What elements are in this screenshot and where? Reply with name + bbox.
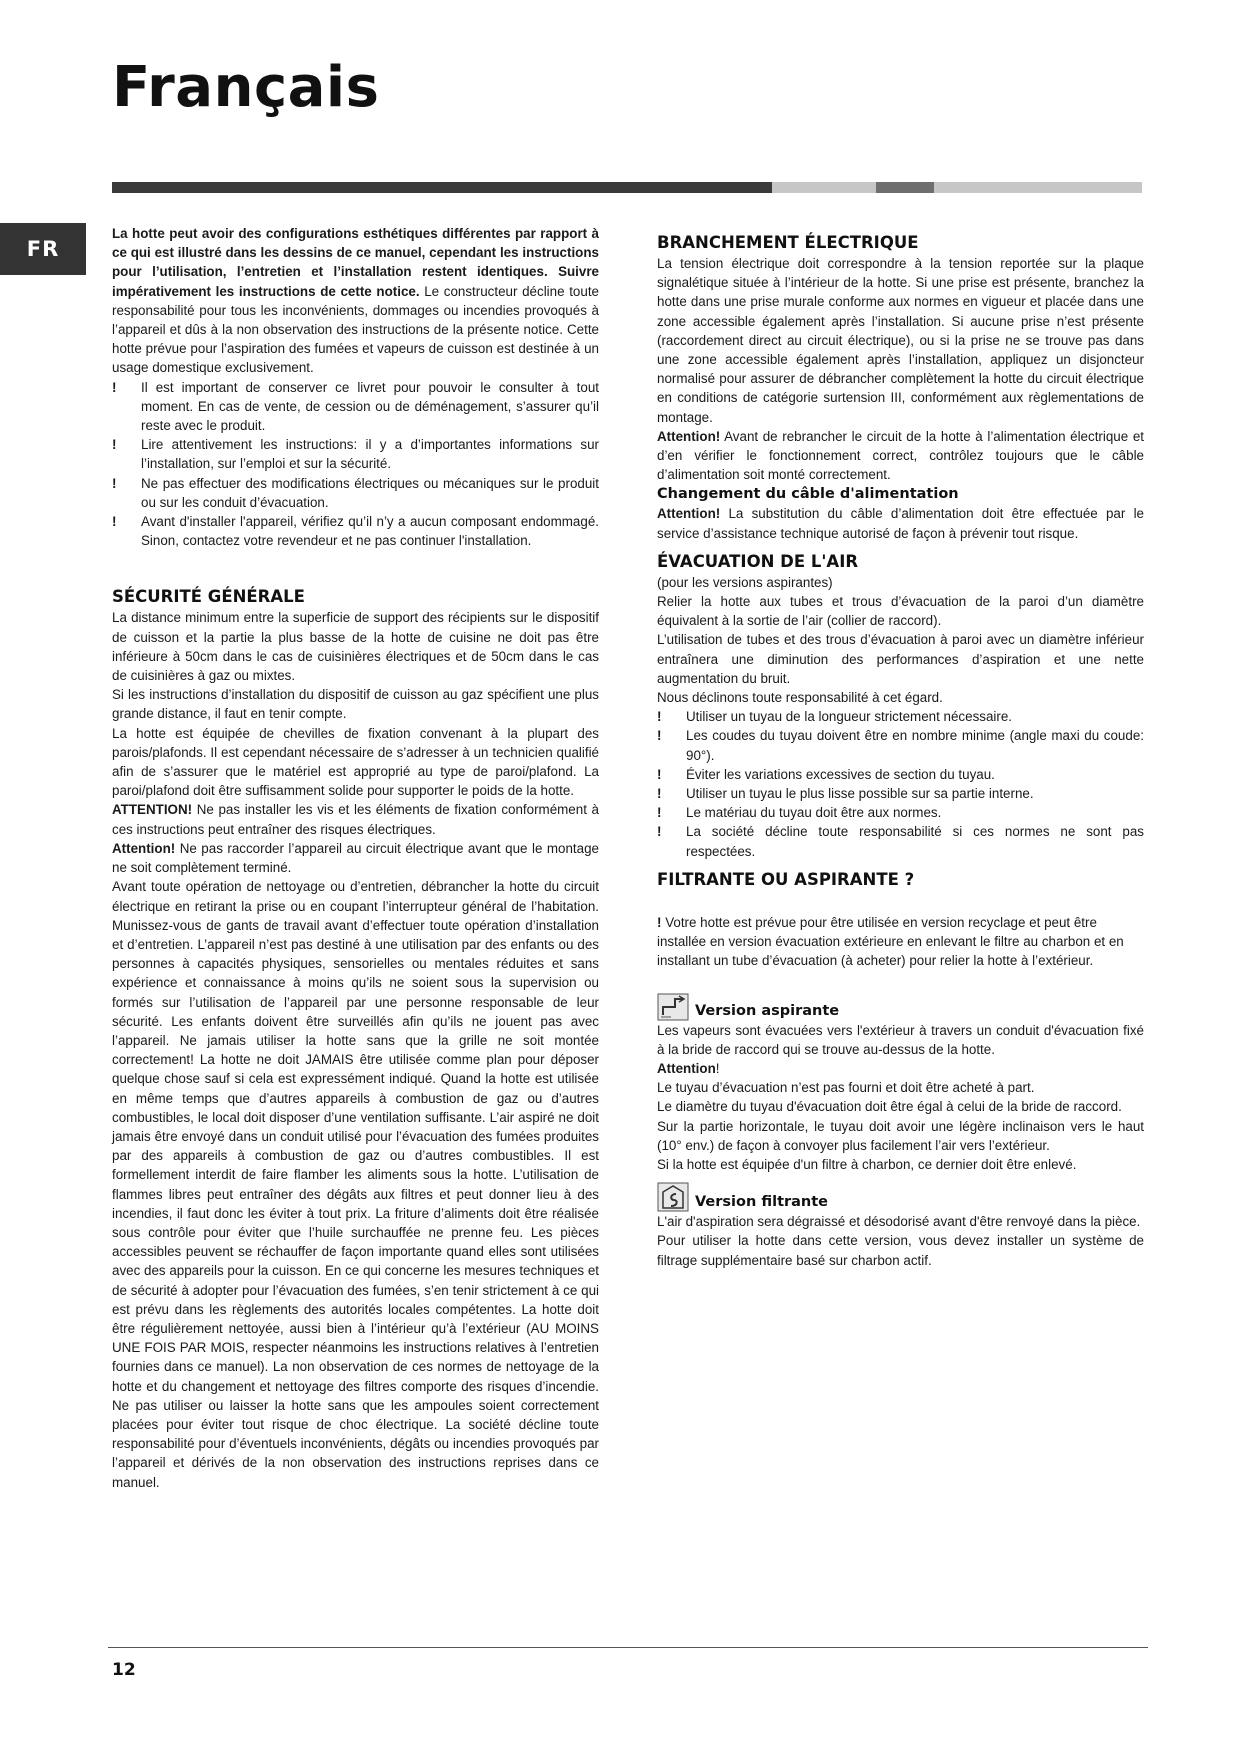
version-filtrante-header	[657, 1182, 1144, 1212]
securite-p4	[112, 800, 599, 838]
list-item	[657, 803, 1144, 822]
list-item	[112, 378, 599, 436]
list-item	[657, 726, 1144, 764]
attention-label: ATTENTION!	[112, 802, 193, 818]
list-item	[657, 822, 1144, 860]
footer-rule	[108, 1647, 1148, 1648]
attention-label: Attention!	[112, 840, 176, 856]
right-column	[657, 232, 1144, 1270]
securite-p6: Avant toute opération de nettoyage ou d’entretien, débrancher la hotte du circuit électrique en retirant la prise ou en coupant l’interrupteur général de l’habitation. Munissez-vous de gants de travail avant d’effectuer toute opération d’installation et d’entretien. L’appareil n’est pas destiné à une utilisation par des enfants ou des personnes à capacités physiques, sensorielles ou mentales réduites et sans expérience et connaissance à moins qu’ils ne soient sous la supervision ou formés sur l’utilisation de l’appareil par une personne responsable de leur sécurité. Les enfants doivent être surveillés afin qu’ils ne jouent pas avec l’appareil. Ne jamais utiliser la hotte sans que la grille ne soit montée correctement! La hotte ne doit JAMAIS être utilisée comme plan pour déposer quelque chose sauf si cela est expressément indiqué. Quand la hotte est utilisée en même temps que d’autres appareils à combustion de gaz ou d’autres combustibles, le local doit disposer d’une ventilation suffisante. L’air aspiré ne doit jamais être envoyé dans un conduit utilisé pour l’évacuation des fumées produites par des appareils à combustion de gaz ou d’autres combustibles. Il est formellement interdit de faire flamber les aliments sous la hotte. L’utilisation de flammes libres peut entraîner des dégâts aux filtres et peut donner lieu à des incendies, il faut donc les éviter à tout prix. La friture d’aliments doit être réalisée sous contrôle pour éviter que l’huile surchauffée ne prenne feu. Les pièces accessibles peuvent se réchauffer de façon importante quand elles sont utilisées avec des appareils pour la cuisson. En ce qui concerne les mesures techniques et de sécurité à adopter pour l’évacuation des fumées, s’en tenir strictement à ce qui est prévu dans les règlements des autorités locales compétentes. La hotte doit être régulièrement nettoyée, aussi bien à l’intérieur qu’à l’extérieur (AU MOINS UNE FOIS PAR MOIS, respecter néanmoins les instructions relatives à l’entretien fournies dans ce manuel). La non observation de ces normes de nettoyage de la hotte et du changement et nettoyage des filtres comporte des risques d’incendie. Ne pas utiliser ou laisser la hotte sans que les ampoules soient correctement placées pour éviter tout risque de choc électrique. La société décline toute responsabilité pour d’éventuels inconvénients, dégâts ou incendies provoqués par l’appareil et dérivés de la non observation des instructions reprises dans ce manuel.	[112, 879, 599, 1490]
intro-bold-2: Suivre impérativement les instructions de cette notice.	[112, 264, 599, 299]
aspirante-hood-icon	[657, 993, 689, 1021]
exclamation-icon: !	[112, 475, 117, 491]
list-item	[112, 512, 599, 550]
list-item-text: Lire attentivement les instructions: il y a d’importantes informations sur l’installation, sur l’emploi et sur la sécurité.	[141, 437, 599, 472]
list-item-text: Ne pas effectuer des modifications électriques ou mécaniques sur le produit ou sur les conduit d’évacuation.	[141, 475, 599, 510]
securite-p5	[112, 839, 599, 877]
filtrante-p1	[657, 913, 1144, 971]
exclamation-icon: !	[657, 728, 662, 744]
list-item	[112, 474, 599, 512]
aspirante-p3: Le diamètre du tuyau d'évacuation doit être égal à celui de la bride de raccord.	[657, 1099, 1122, 1115]
evacuation-p1: Relier la hotte aux tubes et trous d’évacuation de la paroi d’un diamètre équivalent à la sortie de l’air (collier de raccord).	[657, 594, 1144, 629]
filtrante-heading: FILTRANTE OU ASPIRANTE ?	[657, 869, 915, 889]
list-item-text: Éviter les variations excessives de section du tuyau.	[686, 766, 995, 782]
language-tab: FR	[0, 223, 86, 275]
filtrante-hood-icon	[657, 1182, 689, 1212]
exclamation-icon: !	[112, 379, 117, 395]
list-item-text: Avant d'installer l'appareil, vérifiez qu’il n’y a aucun composant endommagé. Sinon, contactez votre revendeur et ne pas continuer l'installation.	[141, 514, 599, 549]
attention-label: Attention	[657, 1060, 716, 1076]
aspirante-p2: Le tuyau d’évacuation n’est pas fourni et doit être acheté à part.	[657, 1080, 1035, 1096]
header-bar-dark	[112, 182, 772, 193]
securite-p2: Si les instructions d’installation du dispositif de cuisson au gaz spécifient une plus grande distance, il faut en tenir compte.	[112, 687, 599, 722]
page-title: Français	[112, 55, 380, 120]
list-item	[657, 707, 1144, 726]
evacuation-p3: Nous déclinons toute responsabilité à cet égard.	[657, 690, 943, 706]
exclamation-icon: !	[112, 514, 117, 530]
securite-p1: La distance minimum entre la superficie de support des récipients sur le dispositif de cuisson et la partie la plus basse de la hotte de cuisine ne doit pas être inférieure à 50cm dans le cas de cuisinières électriques et de 50cm dans le cas de cuisinières à gaz ou mixtes.	[112, 610, 599, 684]
filtrante-version-p2: Pour utiliser la hotte dans cette version, vous devez installer un système de filtrage supplémentaire basé sur charbon actif.	[657, 1233, 1144, 1268]
attention-label: Attention!	[657, 506, 721, 522]
header-bar-mid	[876, 182, 934, 193]
list-item-text: La société décline toute responsabilité si ces normes ne sont pas respectées.	[686, 824, 1144, 859]
page-number: 12	[112, 1660, 136, 1680]
exclamation-icon: !	[657, 805, 662, 821]
branchement-heading: BRANCHEMENT ÉLECTRIQUE	[657, 233, 919, 252]
list-item	[657, 784, 1144, 803]
branchement-p3-text: La substitution du câble d’alimentation doit être effectuée par le service d’assistance technique autorisé de façon à prévenir tout risque.	[657, 506, 1144, 541]
exclamation-icon: !	[112, 437, 117, 453]
intro-text: Le constructeur décline toute responsabilité pour tous les inconvénients, dommages ou incendies provoqués à l’appareil et dûs à la non observation des instructions de la présente notice. Cette hotte prévue pour l’aspiration des fumées et vapeurs de cuisson est destinée à un usage domestique exclusivement.	[112, 283, 599, 376]
aspirante-attention	[657, 1059, 1144, 1078]
list-item-text: Le matériau du tuyau doit être aux normes.	[686, 805, 942, 821]
securite-p4-text: Ne pas installer les vis et les éléments de fixation conformément à ces instructions peut entraîner des risques électriques.	[112, 802, 599, 837]
list-item-text: Utiliser un tuyau de la longueur strictement nécessaire.	[686, 709, 1013, 725]
branchement-p2-text: Avant de rebrancher le circuit de la hotte à l’alimentation électrique et d’en vérifier le fonctionnement correct, contrôlez toujours que le câble d’alimentation soit monté correctement.	[657, 428, 1144, 483]
version-filtrante-title: Version filtrante	[695, 1194, 829, 1211]
securite-p3: La hotte est équipée de chevilles de fixation convenant à la plupart des parois/plafonds. Il est cependant nécessaire de s’adresser à un technicien qualifié afin de s’assurer que le matériel est approprié au type de paroi/plafond. La paroi/plafond doit être suffisamment solide pour supporter le poids de la hotte.	[112, 725, 599, 799]
version-aspirante-header	[657, 993, 1144, 1021]
exclamation-icon: !	[657, 914, 662, 930]
filtrante-p1-text: Votre hotte est prévue pour être utilisée en version recyclage et peut être installée en version évacuation extérieure en enlevant le filtre au charbon et en installant un tube d’évacuation (à acheter) pour relier la hotte à l’extérieur.	[657, 914, 1124, 969]
attention-label: Attention!	[657, 428, 721, 444]
intro-paragraph	[112, 224, 599, 378]
securite-heading: SÉCURITÉ GÉNÉRALE	[112, 587, 305, 607]
header-bar-light	[772, 182, 876, 193]
evacuation-p0: (pour les versions aspirantes)	[657, 574, 833, 590]
exclamation-icon: !	[657, 766, 662, 782]
list-item-text: Les coudes du tuyau doivent être en nombre minime (angle maxi du coude: 90°).	[686, 728, 1144, 763]
list-item-text: Il est important de conserver ce livret pour pouvoir le consulter à tout moment. En cas de vente, de cession ou de déménagement, s’assurer qu’il reste avec le produit.	[141, 379, 599, 434]
securite-p5-text: Ne pas raccorder l’appareil au circuit électrique avant que le montage ne soit complètement terminé.	[112, 840, 599, 876]
cable-heading: Changement du câble d'alimentation	[657, 486, 959, 503]
branchement-p1: La tension électrique doit correspondre à la tension reportée sur la plaque signalétique située à l’intérieur de la hotte. Si une prise est présente, branchez la hotte dans une prise murale conforme aux normes en vigueur et placée dans une zone accessible également après l’installation. Si aucune prise n’est présente (raccordement direct au circuit électrique), ou si la prise ne se trouve pas dans une zone accessible également après l’installation, appliquez un disjoncteur normalisé pour assurer de débrancher complètement la hotte du circuit électrique en conditions de catégorie surtension III, conformément aux règlementations de montage.	[657, 256, 1144, 425]
branchement-p2	[657, 427, 1144, 485]
list-item	[657, 765, 1144, 784]
exclamation-icon: !	[657, 709, 662, 725]
exclamation-icon: !	[657, 824, 662, 840]
evacuation-p2: L’utilisation de tubes et des trous d’évacuation à paroi avec un diamètre inférieur entraînera une diminution des performances d’aspiration et une nette augmentation du bruit.	[657, 632, 1144, 686]
filtrante-version-p1: L'air d'aspiration sera dégraissé et désodorisé avant d'être renvoyé dans la pièce.	[657, 1214, 1141, 1230]
left-column	[112, 224, 599, 1492]
exclamation-icon: !	[657, 786, 662, 802]
list-item-text: Utiliser un tuyau le plus lisse possible sur sa partie interne.	[686, 786, 1034, 802]
evacuation-heading: ÉVACUATION DE L'AIR	[657, 551, 859, 571]
branchement-p3	[657, 504, 1144, 542]
aspirante-p5: Si la hotte est équipée d'un filtre à charbon, ce dernier doit être enlevé.	[657, 1156, 1077, 1172]
version-aspirante-title: Version aspirante	[695, 1002, 840, 1019]
attention-excl: !	[715, 1060, 720, 1076]
aspirante-p1: Les vapeurs sont évacuées vers l'extérieur à travers un conduit d'évacuation fixé à la bride de raccord qui se trouve au-dessus de la hotte.	[657, 1022, 1144, 1057]
header-bar-light-end	[934, 182, 1142, 193]
list-item	[112, 435, 599, 473]
intro-bold: La hotte peut avoir des configurations esthétiques différentes par rapport à ce qui est illustré dans les dessins de ce manuel, cependant les instructions pour l’utilisation, l’entretien et l’installation restent identiques.	[112, 226, 599, 280]
aspirante-p4: Sur la partie horizontale, le tuyau doit avoir une légère inclinaison vers le haut (10° env.) de façon à convoyer plus facilement l’air vers l’extérieur.	[657, 1118, 1144, 1153]
